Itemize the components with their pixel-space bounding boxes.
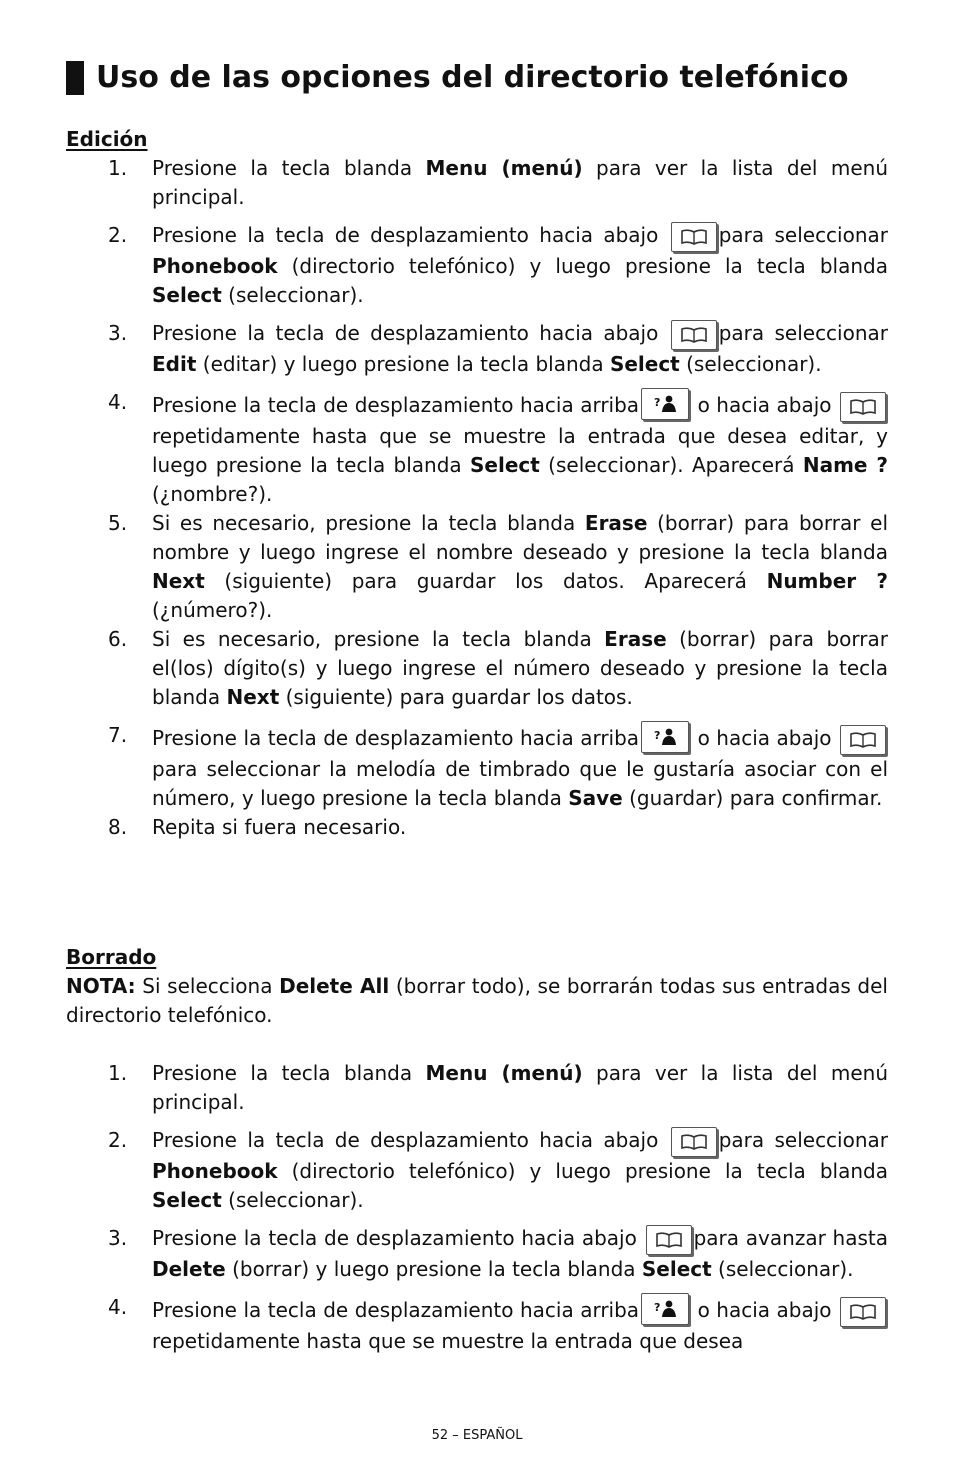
- step-number: 1.: [108, 1061, 128, 1085]
- step-text: Repita si fuera necesario.: [152, 815, 407, 839]
- svg-text:?: ?: [654, 1301, 661, 1314]
- step-number: 7.: [108, 723, 128, 747]
- phonebook-key-icon: [840, 1297, 886, 1327]
- list-item: [108, 1126, 888, 1215]
- step-text: Presione la tecla de desplazamiento hacia abajo para seleccionar Phonebook (directorio telefónico) y luego presione la tecla blanda Select (seleccionar).: [152, 223, 889, 307]
- step-number: 3.: [108, 1226, 128, 1250]
- delete-section-title: Borrado: [66, 945, 157, 969]
- step-number: 2.: [108, 1128, 128, 1152]
- step-text: Presione la tecla de desplazamiento hacia abajo para avanzar hasta Delete (borrar) y luego presione la tecla blanda Select (seleccionar).: [152, 1226, 889, 1281]
- step-text: Si es necesario, presione la tecla blanda Erase (borrar) para borrar el nombre y luego ingrese el nombre deseado y presione la tecla blanda Next (siguiente) para guardar los datos. Aparecerá Number ? (¿número?).: [152, 511, 889, 622]
- step-text: Presione la tecla de desplazamiento hacia arriba ? o hacia abajo repetidamente hasta que se muestre la entrada que desea: [152, 1293, 888, 1356]
- list-item: [108, 625, 888, 712]
- svg-text:?: ?: [654, 729, 661, 742]
- phonebook-key-icon: [671, 1127, 717, 1157]
- step-text: Si es necesario, presione la tecla blanda Erase (borrar) para borrar el(los) dígito(s) y luego ingrese el número deseado y presione la tecla blanda Next (siguiente) para guardar los datos.: [152, 627, 888, 709]
- delete-steps-list: [108, 1059, 888, 1356]
- step-text: Presione la tecla de desplazamiento hacia arriba ? o hacia abajo repetidamente hasta que se muestre la entrada que desea editar, y luego presione la tecla blanda Select (seleccionar). Aparecerá Name ? (¿nombre?).: [152, 388, 888, 509]
- step-text: Presione la tecla blanda Menu (menú) para ver la lista del menú principal.: [152, 1061, 888, 1114]
- note-paragraph: NOTA: Si selecciona Delete All (borrar todo), se borrarán todas sus entradas del directorio telefónico.: [66, 974, 888, 1027]
- phonebook-key-icon: [646, 1225, 692, 1255]
- contacts-key-icon: [641, 1293, 689, 1325]
- list-item: [108, 1224, 888, 1284]
- step-number: 8.: [108, 815, 128, 839]
- phonebook-key-icon: [840, 725, 886, 755]
- step-number: 3.: [108, 321, 128, 345]
- edit-section-title: Edición: [66, 127, 148, 151]
- svg-text:?: ?: [654, 396, 661, 409]
- step-number: 6.: [108, 627, 128, 651]
- step-number: 5.: [108, 511, 128, 535]
- page-heading: [66, 58, 848, 98]
- heading-bar-marker: [66, 61, 84, 95]
- list-item: [108, 319, 888, 379]
- phonebook-key-icon: [671, 222, 717, 252]
- contacts-key-icon: [641, 388, 689, 420]
- edit-steps-list: [108, 154, 888, 851]
- phonebook-key-icon: [671, 320, 717, 350]
- page-footer: 52 – ESPAÑOL: [431, 1428, 523, 1443]
- list-item: [108, 509, 888, 625]
- list-item: [108, 388, 888, 509]
- page-title: Uso de las opciones del directorio telefónico: [96, 60, 849, 95]
- step-text: Presione la tecla de desplazamiento hacia abajo para seleccionar Edit (editar) y luego presione la tecla blanda Select (seleccionar).: [152, 321, 889, 376]
- step-text: Presione la tecla de desplazamiento hacia abajo para seleccionar Phonebook (directorio telefónico) y luego presione la tecla blanda Select (seleccionar).: [152, 1128, 889, 1212]
- list-item: [108, 813, 888, 842]
- contacts-key-icon: [641, 721, 689, 753]
- list-item: [108, 1059, 888, 1117]
- phonebook-key-icon: [840, 392, 886, 422]
- step-text: Presione la tecla de desplazamiento hacia arriba ? o hacia abajo para seleccionar la melodía de timbrado que le gustaría asociar con el número, y luego presione la tecla blanda Save (guardar) para confirmar.: [152, 721, 888, 813]
- list-item: [108, 154, 888, 212]
- step-number: 2.: [108, 223, 128, 247]
- list-item: [108, 721, 888, 813]
- step-text: Presione la tecla blanda Menu (menú) para ver la lista del menú principal.: [152, 156, 888, 209]
- step-number: 1.: [108, 156, 128, 180]
- list-item: [108, 221, 888, 310]
- step-number: 4.: [108, 390, 128, 414]
- step-number: 4.: [108, 1295, 128, 1319]
- list-item: [108, 1293, 888, 1356]
